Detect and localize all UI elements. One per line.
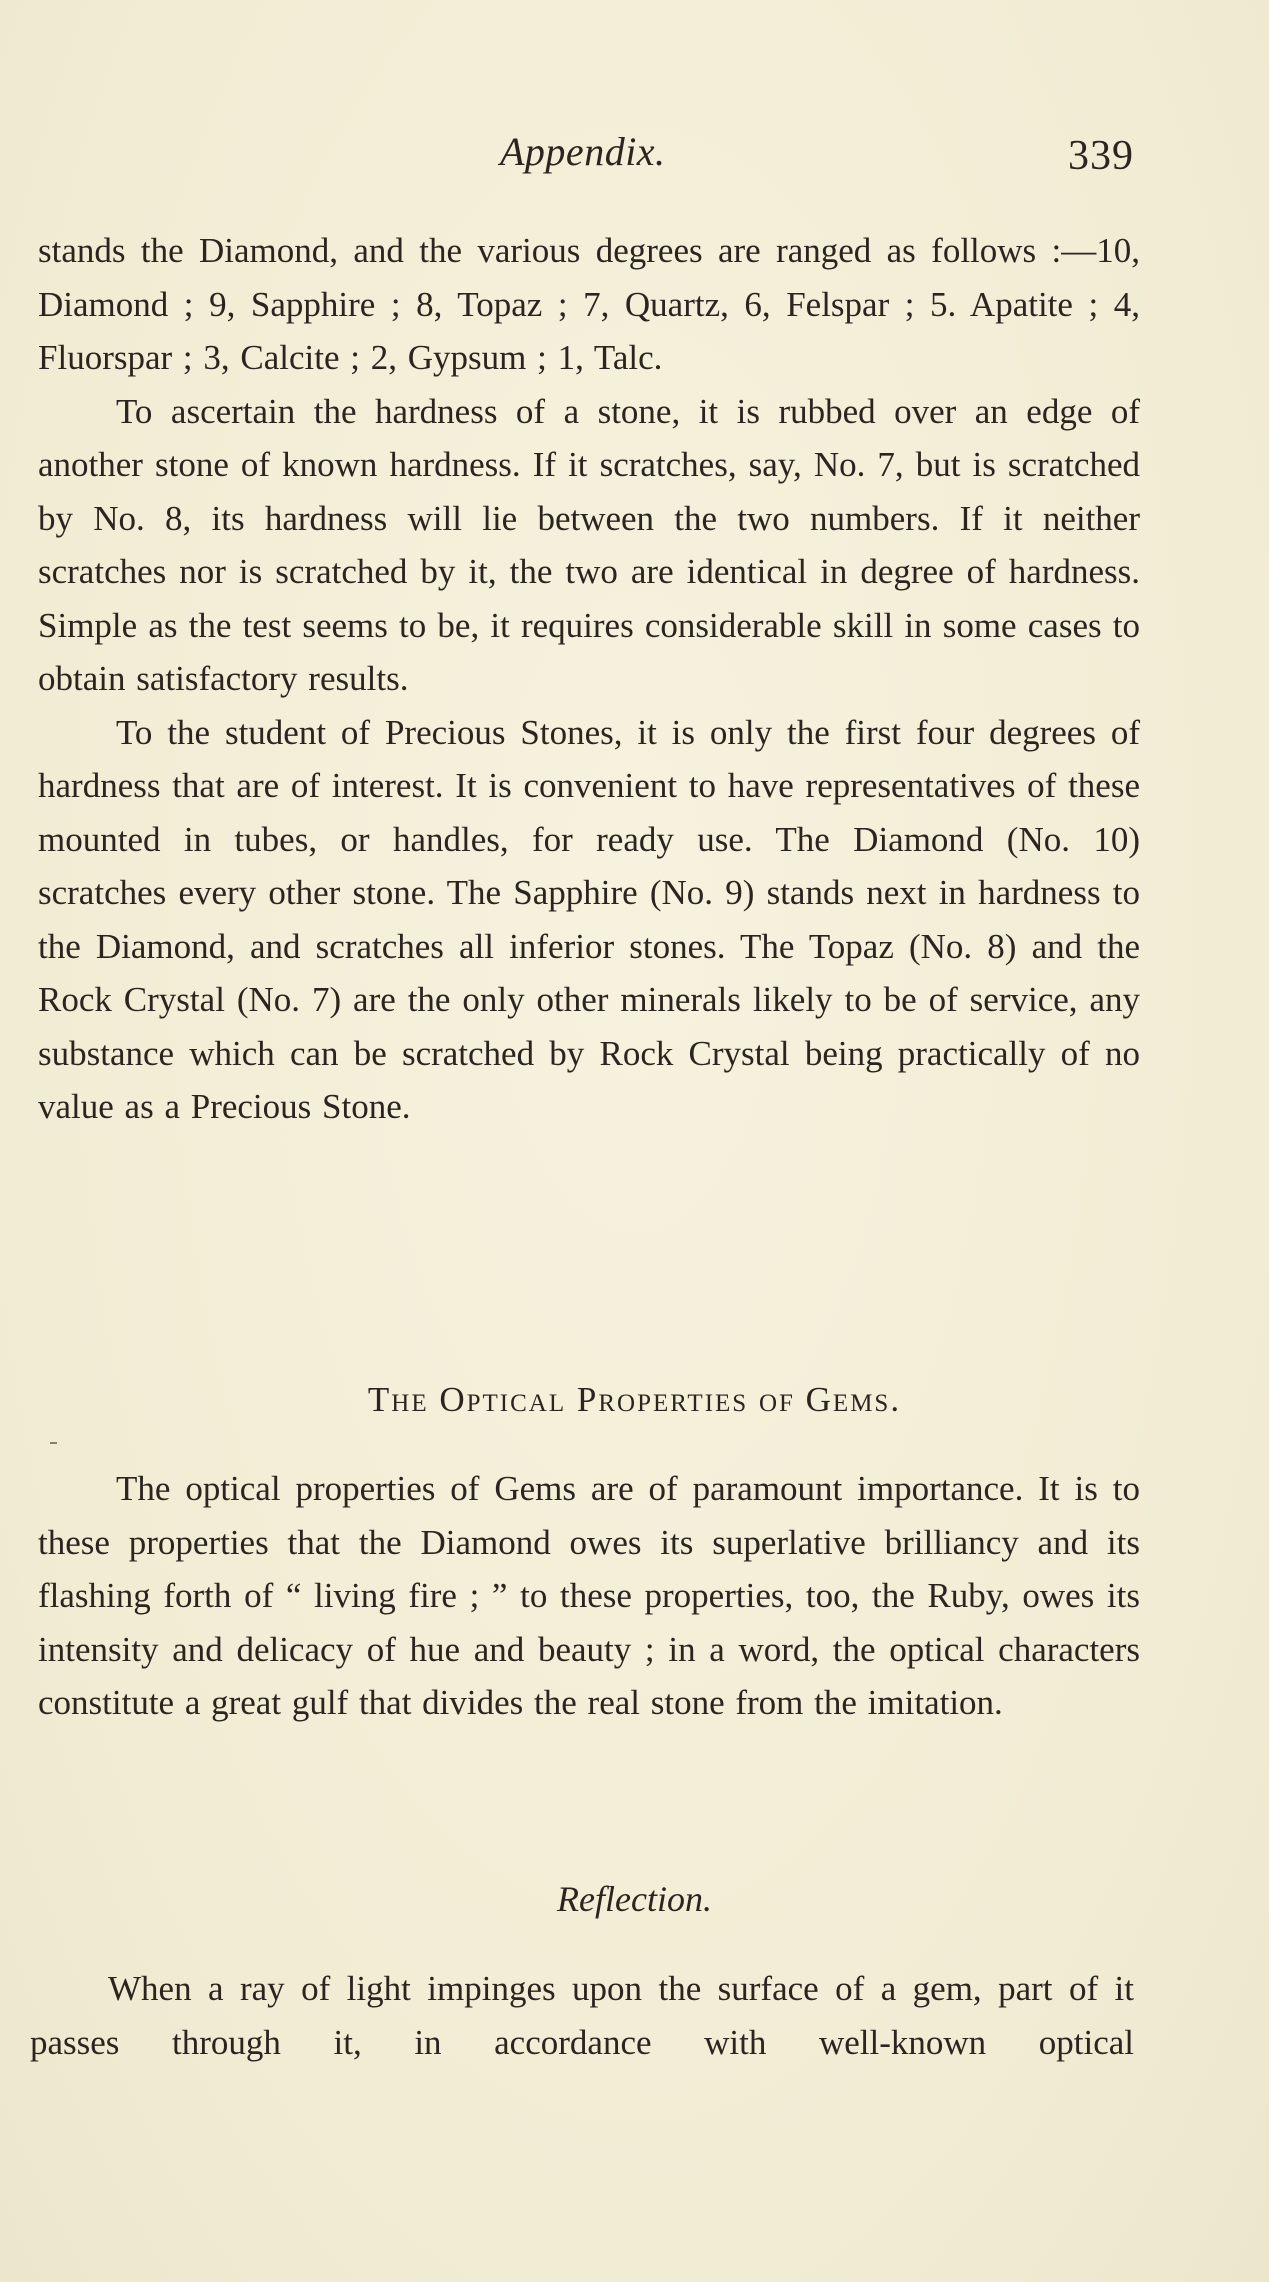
running-title: Appendix.: [500, 129, 666, 174]
section-heading-reflection: Reflection.: [557, 1879, 712, 1919]
optical-text-block: [38, 1462, 1140, 1730]
reflection-text-block: [30, 1962, 1134, 2069]
paragraph-hardness-scale: stands the Diamond, and the various degrees are ranged as follows :—10, Diamond ; 9, Sapphire ; 8, Topaz ; 7, Quartz, 6, Felspar ; 5. Apatite ; 4, Fluorspar ; 3, Calcite ; 2, Gypsum ; 1, Talc.: [38, 231, 1140, 377]
page-number: 339: [1068, 133, 1134, 179]
paragraph-optical-properties: The optical properties of Gems are of paramount importance. It is to these properties that the Diamond owes its superlative brilliancy and its flashing forth of “ living fire ; ” to these properties, too, the Ruby, owes its intensity and delicacy of hue and beauty ; in a word, the optical characters constitute a great gulf that divides the real stone from the imitation.: [38, 1469, 1140, 1722]
print-speck: [50, 1442, 57, 1444]
hardness-text-block: [38, 224, 1140, 1134]
section-heading-optical-properties: The Optical Properties of Gems.: [367, 1380, 902, 1419]
running-head: [0, 128, 1269, 188]
paragraph-reflection: When a ray of light impinges upon the surface of a gem, part of it passes through it, in accordance with well-known optical: [30, 1969, 1134, 2062]
paragraph-first-four-degrees: To the student of Precious Stones, it is only the first four degrees of hardness that are of interest. It is convenient to have representatives of these mounted in tubes, or handles, for ready use. The Diamond (No. 10) scratches every other stone. The Sapphire (No. 9) stands next in hardness to the Diamond, and scratches all inferior stones. The Topaz (No. 8) and the Rock Crystal (No. 7) are the only other minerals likely to be of service, any substance which can be scratched by Rock Crystal being practically of no value as a Precious Stone.: [38, 712, 1140, 1126]
paragraph-hardness-test: To ascertain the hardness of a stone, it is rubbed over an edge of another stone of known hardness. If it scratches, say, No. 7, but is scratched by No. 8, its hardness will lie between the two numbers. If it neither scratches nor is scratched by it, the two are identical in degree of hardness. Simple as the test seems to be, it requires considerable skill in some cases to obtain satisfactory results.: [38, 391, 1140, 698]
